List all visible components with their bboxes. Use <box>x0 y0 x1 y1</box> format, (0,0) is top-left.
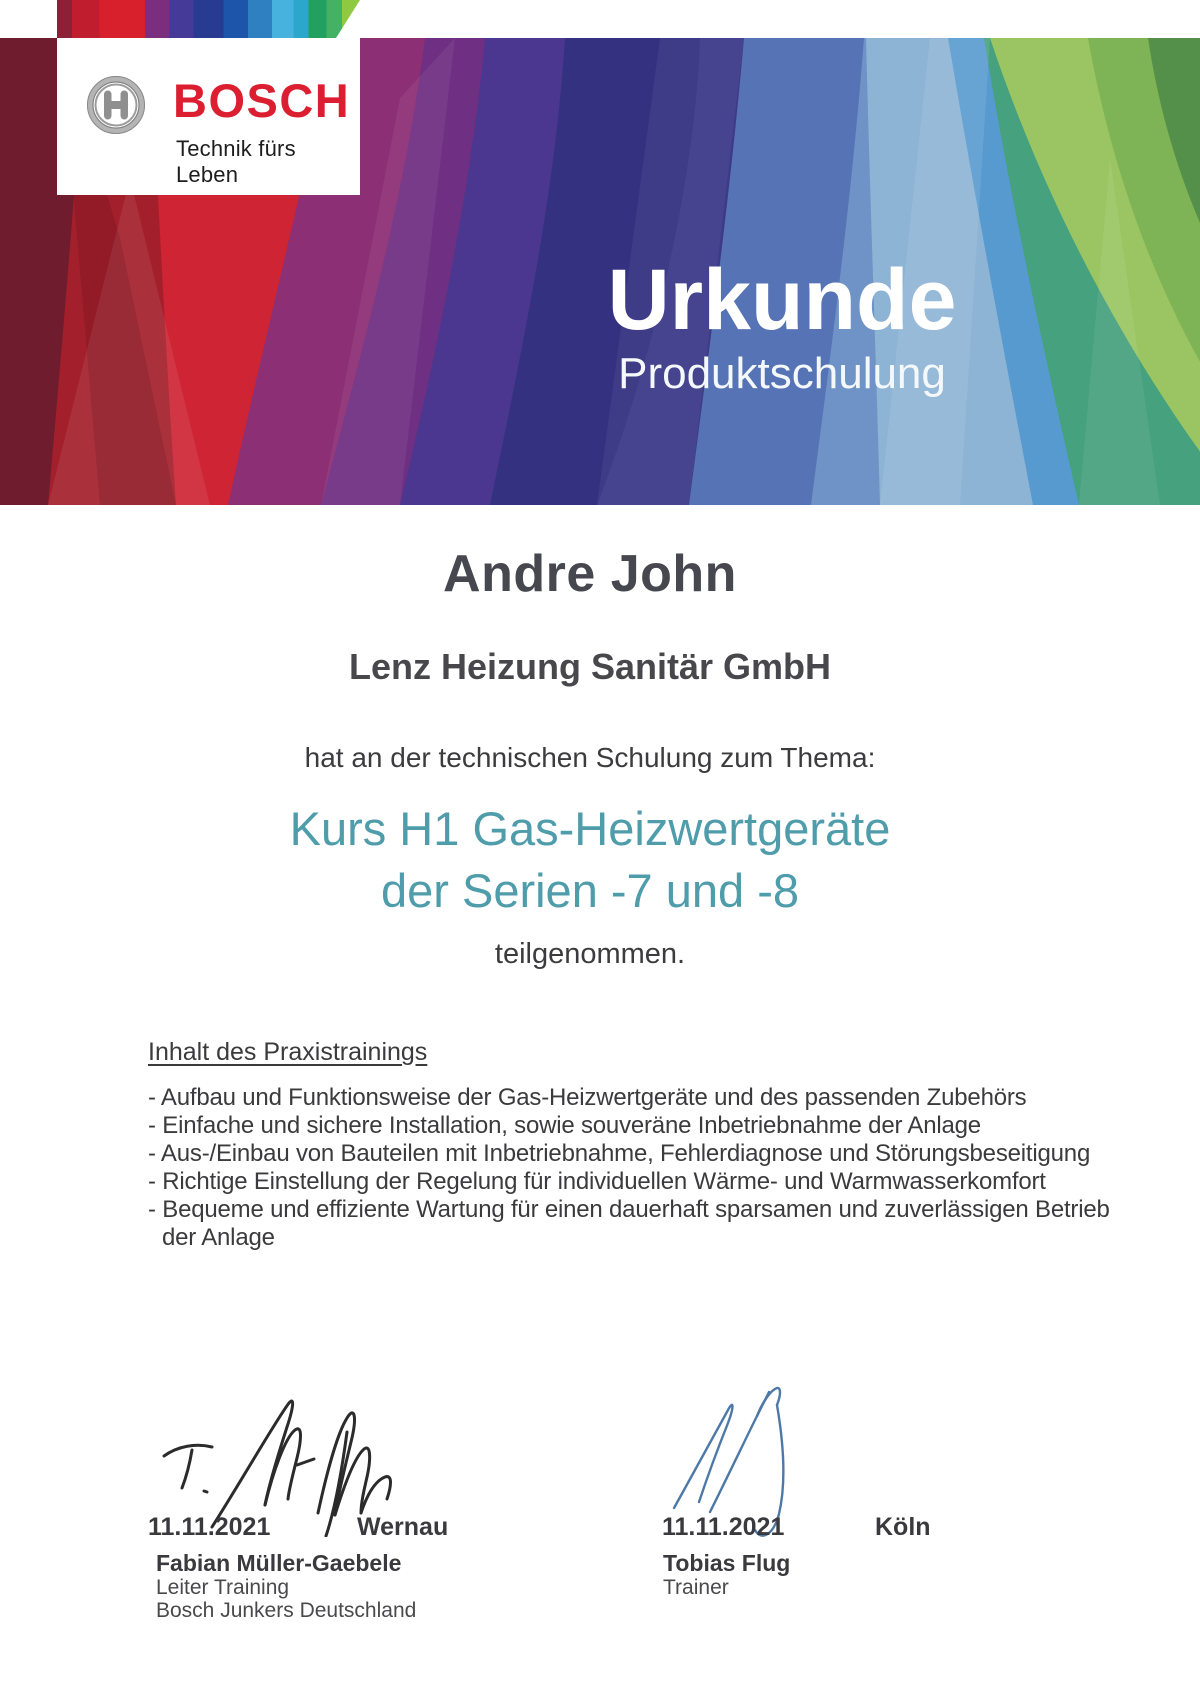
course-title <box>0 798 1180 922</box>
banner-title-block <box>582 252 982 398</box>
signer-block-left <box>156 1551 416 1622</box>
recipient-name: Andre John <box>443 545 737 603</box>
place-left: Wernau <box>357 1513 449 1541</box>
bosch-armature-icon <box>87 76 145 134</box>
content-heading: Inhalt des Praxistrainings <box>148 1038 428 1066</box>
place-right: Köln <box>875 1513 931 1541</box>
content-item: - Aufbau und Funktionsweise der Gas-Heizwertgeräte und des passenden Zubehörs <box>148 1084 1027 1111</box>
intro-text: hat an der technischen Schulung zum Thema: <box>304 742 876 773</box>
content-item: - Einfache und sichere Installation, sowie souveräne Inbetriebnahme der Anlage <box>148 1112 981 1139</box>
strip-white-wedge <box>336 0 360 38</box>
bosch-supergraphic-strip <box>57 0 360 38</box>
signer-role-right: Trainer <box>663 1576 729 1599</box>
date-right: 11.11.2021 <box>662 1513 785 1541</box>
banner-title: Urkunde <box>607 252 957 348</box>
signer-role-left: Leiter Training <box>156 1576 290 1599</box>
outro-text: teilgenommen. <box>494 938 686 970</box>
content-item: - Aus-/Einbau von Bauteilen mit Inbetriebnahme, Fehlerdiagnose und Störungsbeseitigung <box>148 1140 1091 1167</box>
signer-name-right: Tobias Flug <box>663 1550 791 1576</box>
course-title-line1: Kurs H1 Gas-Heizwertgeräte <box>289 802 891 855</box>
course-title-line2: der Serien -7 und -8 <box>380 864 800 917</box>
content-item: - Richtige Einstellung der Regelung für individuellen Wärme- und Warmwasserkomfort <box>148 1168 1046 1195</box>
recipient-company: Lenz Heizung Sanitär GmbH <box>348 646 832 687</box>
signer-name-left: Fabian Müller-Gaebele <box>156 1550 402 1576</box>
signer-block-right <box>663 1551 790 1599</box>
bosch-logo-box <box>57 38 360 195</box>
bosch-tagline: Technik fürs Leben <box>176 136 296 187</box>
training-content <box>148 1038 1140 1252</box>
signer-org-left: Bosch Junkers Deutschland <box>156 1599 417 1622</box>
content-item: - Bequeme und effiziente Wartung für einen dauerhaft sparsamen und zuverlässigen Betrieb der Anlage <box>148 1196 1110 1251</box>
banner-subtitle: Produktschulung <box>618 349 946 398</box>
bosch-wordmark: BOSCH <box>173 74 351 127</box>
date-left: 11.11.2021 <box>148 1513 271 1541</box>
